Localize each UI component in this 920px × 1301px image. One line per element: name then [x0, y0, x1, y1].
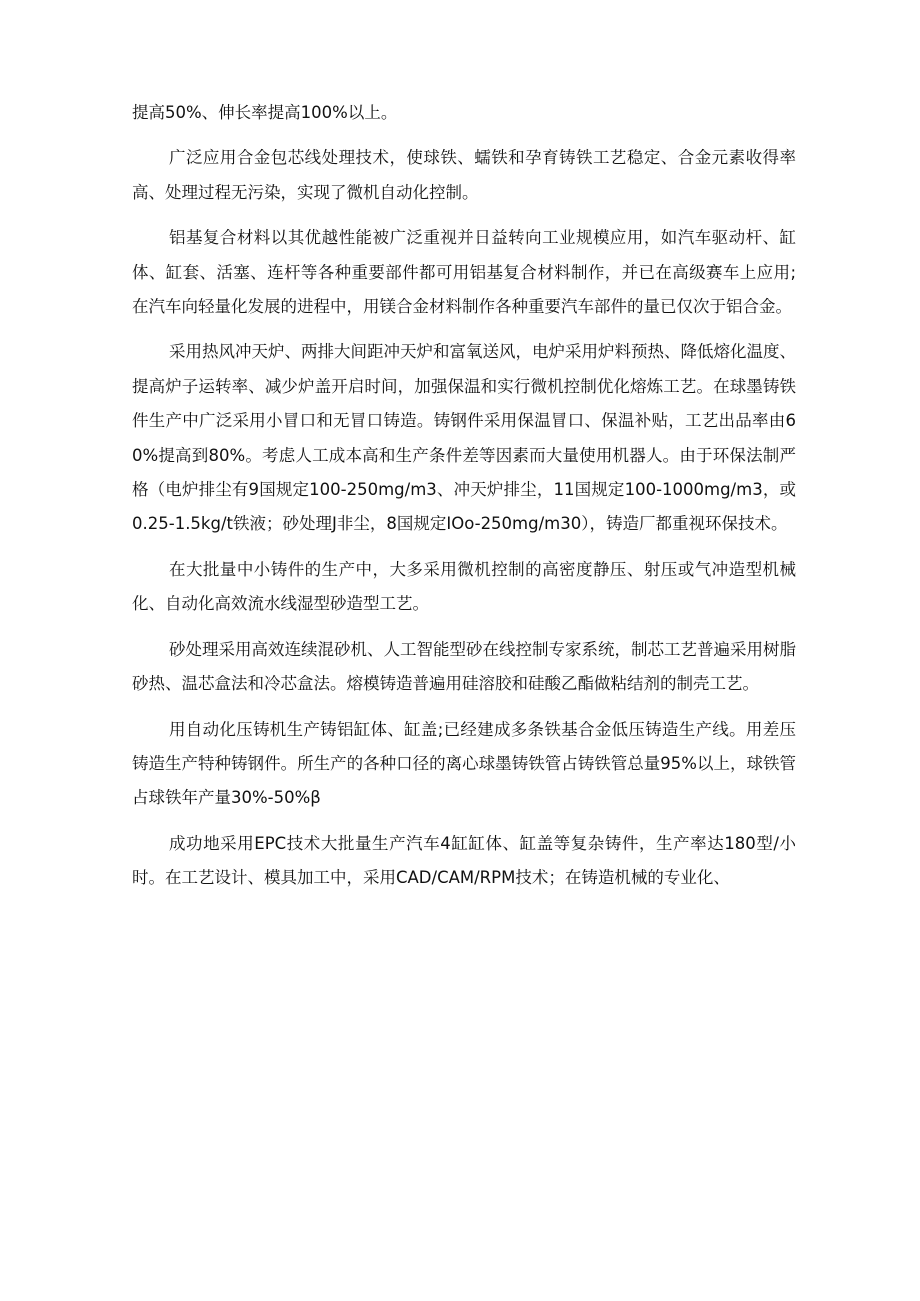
paragraph-1: 提高50%、伸长率提高100%以上。 — [132, 103, 398, 122]
paragraph-4: 采用热风冲天炉、两排大间距冲天炉和富氧送风，电炉采用炉料预热、降低熔化温度、提高炉子运转率、减少炉盖开启时间，加强保温和实行微机控制优化熔炼工艺。在球墨铸铁件生产中广泛采用小冒口和无冒口铸造。铸钢件采用保温冒口、保温补贴，工艺出品率由60%提高到80%。考虑人工成本高和生产条件差等因素而大量使用机器人。由于环保法制严格（电炉排尘有9国规定100-250mg/m3、冲天炉排尘，11国规定100-1000mg/m3，或0.25-1.5kg/t铁液；砂处理J非尘，8国规定IOo-250mg/m30），铸造厂都重视环保技术。 — [132, 342, 796, 534]
paragraph-7: 用自动化压铸机生产铸铝缸体、缸盖;已经建成多条铁基合金低压铸造生产线。用差压铸造生产特种铸钢件。所生产的各种口径的离心球墨铸铁管占铸铁管总量95%以上，球铁管占球铁年产量30%-50%β — [132, 719, 796, 808]
paragraph-8: 成功地采用EPC技术大批量生产汽车4缸缸体、缸盖等复杂铸件，生产率达180型/小时。在工艺设计、模具加工中，采用CAD/CAM/RPM技术；在铸造机械的专业化、 — [132, 833, 796, 888]
paragraph-2: 广泛应用合金包芯线处理技术，使球铁、蠕铁和孕育铸铁工艺稳定、合金元素收得率高、处理过程无污染，实现了微机自动化控制。 — [132, 148, 796, 202]
paragraph-6: 砂处理采用高效连续混砂机、人工智能型砂在线控制专家系统，制芯工艺普遍采用树脂砂热、温芯盒法和冷芯盒法。熔模铸造普遍用硅溶胶和硅酸乙酯做粘结剂的制壳工艺。 — [132, 639, 796, 694]
paragraph-5: 在大批量中小铸件的生产中，大多采用微机控制的高密度静压、射压或气冲造型机械化、自动化高效流水线湿型砂造型工艺。 — [132, 559, 796, 614]
paragraph-3: 铝基复合材料以其优越性能被广泛重视并日益转向工业规模应用，如汽车驱动杆、缸体、缸套、活塞、连杆等各种重要部件都可用铝基复合材料制作，并已在高级赛车上应用;在汽车向轻量化发展的进程中，用镁合金材料制作各种重要汽车部件的量已仅次于铝合金。 — [132, 228, 796, 317]
document-body — [132, 96, 796, 907]
